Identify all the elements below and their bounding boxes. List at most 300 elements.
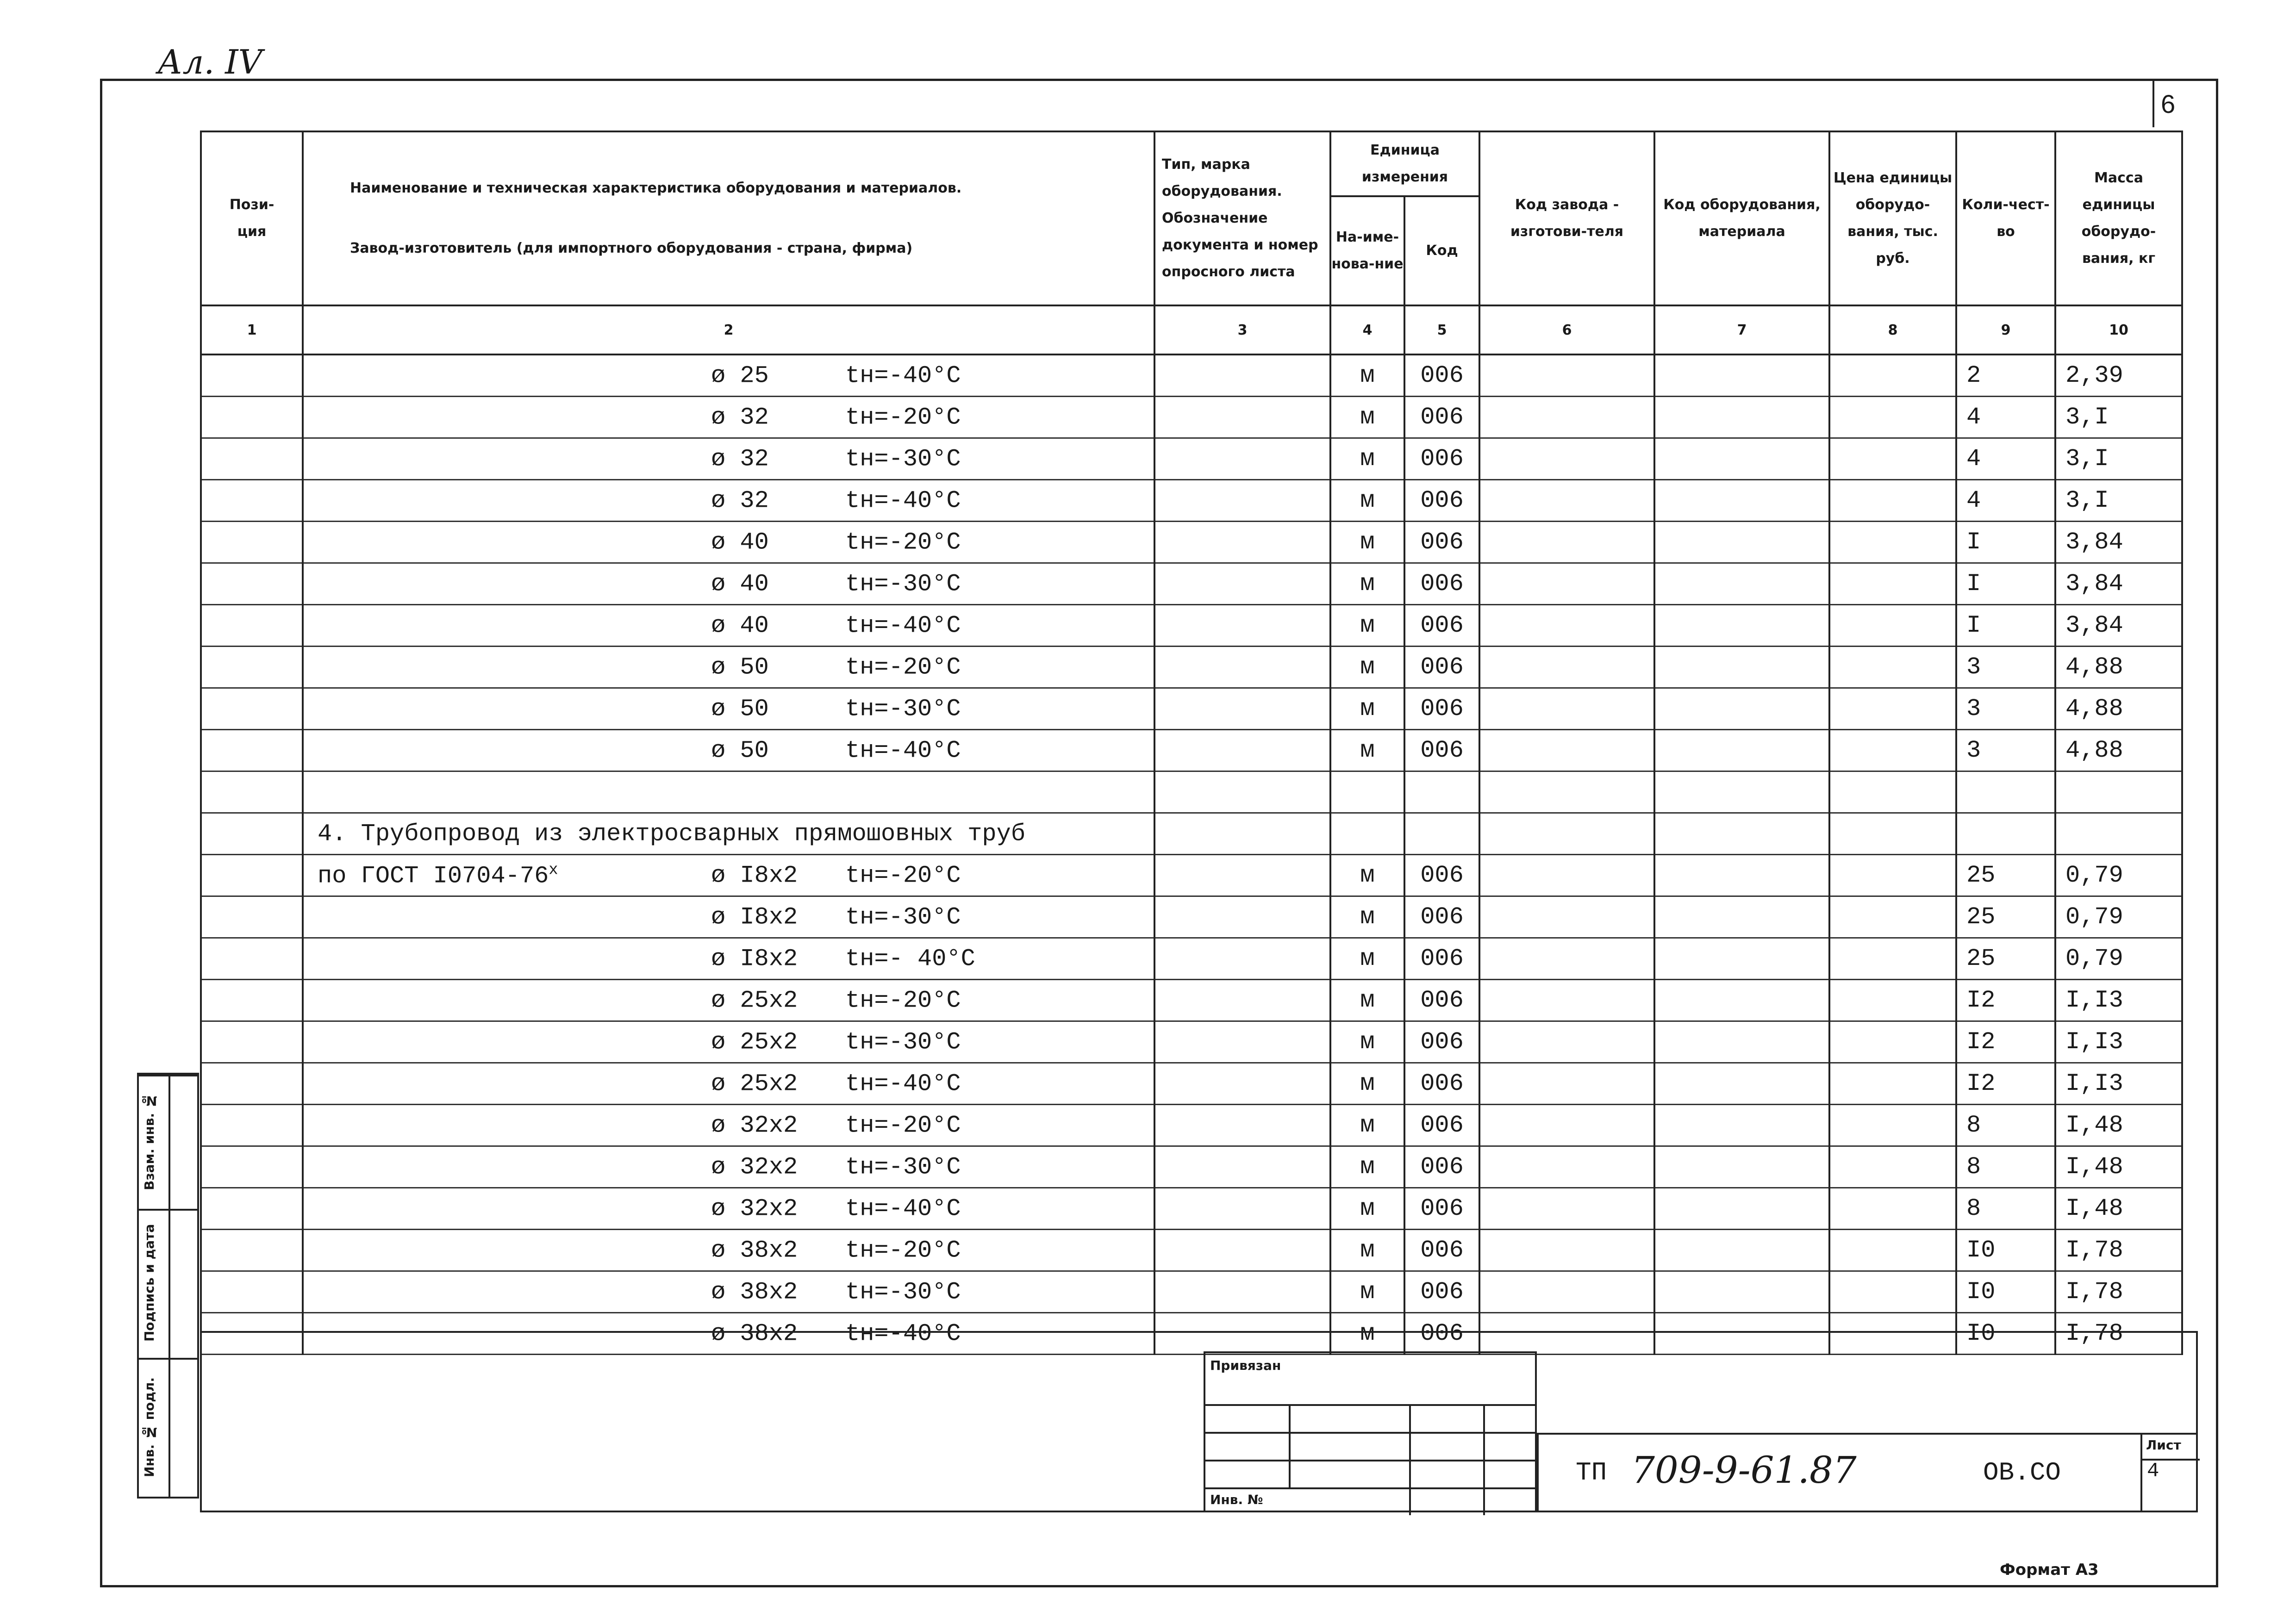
cell-unit-code: 006 [1404,647,1479,688]
table-row [201,1021,2182,1063]
cell-price [1829,730,1956,771]
cell-equipment-code [1654,855,1829,896]
cell-price [1829,980,1956,1021]
col-number-10: 10 [2055,305,2182,354]
cell-price [1829,688,1956,730]
cell-unit: м [1330,647,1404,688]
cell-mass: I,78 [2055,1313,2182,1355]
cell-unit [1330,771,1404,813]
table-row [201,397,2182,438]
cell-name [303,980,1154,1021]
cell-mass: 0,79 [2055,855,2182,896]
cell-factory-code [1479,480,1654,522]
cell-factory-code [1479,896,1654,938]
cell-price [1829,1146,1956,1188]
cell-quantity: 8 [1956,1188,2055,1230]
cell-name [303,688,1154,730]
privyazan-box [1204,1351,1537,1512]
cell-quantity: 8 [1956,1146,2055,1188]
cell-equipment-code [1654,1105,1829,1146]
cell-quantity: 4 [1956,480,2055,522]
cell-type [1154,730,1330,771]
inv-no-label: Инв. № [1210,1492,1263,1507]
document-number: 709-9-61.87 [1631,1449,1857,1492]
design-temperature: tн=-40°C [845,487,961,514]
cell-price [1829,1105,1956,1146]
pipe-diameter: ø 38x2 [711,1320,798,1347]
design-temperature: tн=-30°C [845,1278,961,1306]
standard-reference-sup: x [549,861,558,879]
cell-name [303,896,1154,938]
cell-equipment-code [1654,397,1829,438]
cell-unit: м [1330,1021,1404,1063]
cell-factory-code [1479,771,1654,813]
cell-unit-code: 006 [1404,354,1479,397]
cell-position [201,438,303,480]
standard-reference-text: по ГОСТ I0704-76 [318,862,549,890]
cell-name [303,647,1154,688]
cell-price [1829,1063,1956,1105]
cell-unit: м [1330,1105,1404,1146]
cell-equipment-code [1654,1063,1829,1105]
pipe-diameter: ø I8x2 [711,945,798,972]
design-temperature: tн=-40°C [845,1070,961,1097]
cell-factory-code [1479,1230,1654,1271]
cell-price [1829,522,1956,563]
cell-quantity: I [1956,522,2055,563]
design-temperature: tн=-20°C [845,1237,961,1264]
cell-price [1829,563,1956,605]
cell-factory-code [1479,855,1654,896]
header-quantity: Коли-чест-во [1956,131,2055,305]
cell-unit: м [1330,1146,1404,1188]
col-number-8: 8 [1829,305,1956,354]
cell-type [1154,397,1330,438]
cell-factory-code [1479,1271,1654,1313]
cell-position [201,647,303,688]
cell-type [1154,480,1330,522]
cell-type [1154,605,1330,647]
cell-mass: I,78 [2055,1271,2182,1313]
side-vzam-label: Взам. инв. № [142,1093,157,1190]
design-temperature: tн=-40°C [845,362,961,389]
privyazan-label: Привязан [1210,1358,1281,1373]
cell-name [303,855,1154,896]
design-temperature: tн=-40°C [845,612,961,639]
header-unit-name: На-име-нова-ние [1330,196,1404,305]
col-number-5: 5 [1404,305,1479,354]
cell-price [1829,1271,1956,1313]
cell-position [201,1188,303,1230]
cell-mass: 4,88 [2055,688,2182,730]
cell-unit-code: 006 [1404,896,1479,938]
cell-position [201,397,303,438]
cell-position [201,813,303,855]
table-row [201,730,2182,771]
cell-price [1829,438,1956,480]
design-temperature: tн=-20°C [845,862,961,889]
cell-unit-code: 006 [1404,1230,1479,1271]
cell-position [201,771,303,813]
pipe-diameter: ø 25x2 [711,1070,798,1097]
sheet-annotation: Ал. IV [157,43,262,81]
cell-unit-code: 006 [1404,688,1479,730]
cell-price [1829,480,1956,522]
cell-type [1154,1146,1330,1188]
header-unit: Единица измерения [1330,131,1479,196]
table-row [201,688,2182,730]
cell-name [303,1063,1154,1105]
column-number-row [201,305,2182,354]
cell-type [1154,1105,1330,1146]
cell-factory-code [1479,605,1654,647]
col-number-9: 9 [1956,305,2055,354]
cell-position [201,563,303,605]
cell-factory-code [1479,563,1654,605]
cell-equipment-code [1654,563,1829,605]
side-inv-label: Инв. № подл. [142,1377,157,1477]
cell-unit: м [1330,1063,1404,1105]
design-temperature: tн=-30°C [845,570,961,597]
pipe-diameter: ø 32 [711,404,769,431]
cell-name [303,397,1154,438]
cell-factory-code [1479,354,1654,397]
table-row [201,1188,2182,1230]
cell-unit-code [1404,813,1479,855]
header-unit-code: Код [1404,196,1479,305]
cell-unit: м [1330,397,1404,438]
cell-quantity: I2 [1956,1063,2055,1105]
cell-name [303,1146,1154,1188]
design-temperature: tн=-40°C [845,1320,961,1347]
cell-type [1154,522,1330,563]
cell-factory-code [1479,1146,1654,1188]
design-temperature: tн=-40°C [845,1195,961,1222]
cell-mass: 3,84 [2055,522,2182,563]
cell-mass: 2,39 [2055,354,2182,397]
cell-position [201,688,303,730]
title-block [1537,1433,2198,1512]
cell-unit-code: 006 [1404,980,1479,1021]
side-sign-label: Подпись и дата [142,1224,157,1342]
header-name-line2: Завод-изготовитель (для импортного оборудования - страна, фирма) [350,240,913,256]
cell-unit: м [1330,730,1404,771]
pipe-diameter: ø I8x2 [711,903,798,931]
pipe-diameter: ø I8x2 [711,862,798,889]
cell-position [201,605,303,647]
cell-mass: I,I3 [2055,1021,2182,1063]
cell-factory-code [1479,688,1654,730]
table-row [201,771,2182,813]
design-temperature: tн=-30°C [845,903,961,931]
cell-position [201,1271,303,1313]
cell-equipment-code [1654,522,1829,563]
cell-factory-code [1479,980,1654,1021]
col-number-3: 3 [1154,305,1330,354]
cell-quantity: I2 [1956,980,2055,1021]
cell-quantity: 4 [1956,438,2055,480]
pipe-diameter: ø 40 [711,529,769,556]
cell-unit-code: 006 [1404,1021,1479,1063]
cell-type [1154,896,1330,938]
cell-type [1154,563,1330,605]
cell-position [201,730,303,771]
cell-unit: м [1330,1313,1404,1355]
pipe-diameter: ø 50 [711,737,769,764]
cell-mass: 3,84 [2055,605,2182,647]
cell-unit-code: 006 [1404,480,1479,522]
specification-table [200,131,2183,1355]
section-code: ОВ.СО [1983,1458,2061,1487]
pipe-diameter: ø 50 [711,695,769,722]
cell-quantity: 8 [1956,1105,2055,1146]
cell-unit-code: 006 [1404,1063,1479,1105]
cell-unit-code: 006 [1404,438,1479,480]
cell-factory-code [1479,730,1654,771]
cell-name [303,605,1154,647]
cell-quantity: I [1956,563,2055,605]
table-row [201,605,2182,647]
table-row [201,563,2182,605]
cell-quantity [1956,771,2055,813]
cell-position [201,354,303,397]
cell-unit-code: 006 [1404,1188,1479,1230]
cell-quantity: 25 [1956,855,2055,896]
header-price: Цена единицы оборудо-вания, тыс. руб. [1829,131,1956,305]
cell-quantity: 3 [1956,647,2055,688]
cell-mass [2055,771,2182,813]
col-number-1: 1 [201,305,303,354]
cell-name [303,480,1154,522]
design-temperature: tн=-20°C [845,653,961,681]
cell-equipment-code [1654,938,1829,980]
cell-equipment-code [1654,1188,1829,1230]
cell-quantity: 2 [1956,354,2055,397]
header-type: Тип, марка оборудования. Обозначение документа и номер опросного листа [1154,131,1330,305]
cell-factory-code [1479,438,1654,480]
design-temperature: tн=-30°C [845,1028,961,1056]
header-mass: Масса единицы оборудо-вания, кг [2055,131,2182,305]
cell-unit: м [1330,480,1404,522]
cell-quantity: 3 [1956,688,2055,730]
table-row [201,1063,2182,1105]
tp-label: ТП [1576,1458,1607,1487]
header-name [303,131,1154,305]
cell-quantity: 4 [1956,397,2055,438]
cell-mass: I,48 [2055,1146,2182,1188]
cell-quantity: I [1956,605,2055,647]
pipe-diameter: ø 38x2 [711,1278,798,1306]
cell-equipment-code [1654,813,1829,855]
cell-type [1154,438,1330,480]
cell-type [1154,688,1330,730]
cell-price [1829,647,1956,688]
cell-equipment-code [1654,1146,1829,1188]
cell-position [201,1105,303,1146]
cell-type [1154,647,1330,688]
cell-price [1829,938,1956,980]
cell-type [1154,1188,1330,1230]
cell-equipment-code [1654,647,1829,688]
cell-unit-code: 006 [1404,397,1479,438]
format-label: Формат А3 [2000,1561,2099,1579]
cell-price [1829,397,1956,438]
cell-equipment-code [1654,771,1829,813]
cell-quantity: I0 [1956,1271,2055,1313]
cell-unit-code: 006 [1404,605,1479,647]
table-row [201,647,2182,688]
cell-unit: м [1330,354,1404,397]
cell-name [303,522,1154,563]
cell-name [303,563,1154,605]
table-body [201,354,2182,1355]
cell-factory-code [1479,1021,1654,1063]
cell-unit: м [1330,896,1404,938]
cell-price [1829,1021,1956,1063]
cell-unit [1330,813,1404,855]
design-temperature: tн=-20°C [845,1112,961,1139]
cell-price [1829,855,1956,896]
cell-position [201,480,303,522]
cell-name [303,354,1154,397]
cell-position [201,1021,303,1063]
cell-factory-code [1479,522,1654,563]
cell-type [1154,1063,1330,1105]
cell-equipment-code [1654,438,1829,480]
cell-unit: м [1330,563,1404,605]
cell-price [1829,605,1956,647]
pipe-diameter: ø 38x2 [711,1237,798,1264]
standard-reference [318,861,558,889]
design-temperature: tн=-30°C [845,695,961,722]
cell-type [1154,1021,1330,1063]
design-temperature: tн=-40°C [845,737,961,764]
cell-type [1154,1230,1330,1271]
corner-sheet-number: 6 [2152,81,2175,127]
cell-quantity: I0 [1956,1313,2055,1355]
col-number-2: 2 [303,305,1154,354]
cell-equipment-code [1654,1230,1829,1271]
table-row [201,480,2182,522]
table-row [201,1271,2182,1313]
section-heading: 4. Трубопровод из электросварных прямошовных труб [318,820,1026,847]
cell-name [303,1230,1154,1271]
cell-position [201,1063,303,1105]
pipe-diameter: ø 25x2 [711,1028,798,1056]
cell-price [1829,354,1956,397]
cell-name [303,438,1154,480]
cell-type [1154,1271,1330,1313]
cell-type [1154,855,1330,896]
header-equipment-code: Код оборудования, материала [1654,131,1829,305]
pipe-diameter: ø 50 [711,653,769,681]
pipe-diameter: ø 32x2 [711,1153,798,1181]
cell-type [1154,980,1330,1021]
cell-type [1154,938,1330,980]
cell-quantity: 25 [1956,938,2055,980]
pipe-diameter: ø 25 [711,362,769,389]
cell-mass: I,48 [2055,1105,2182,1146]
table-row [201,1146,2182,1188]
cell-position [201,522,303,563]
list-number: 4 [2147,1460,2159,1483]
cell-factory-code [1479,1105,1654,1146]
cell-name [303,813,1154,855]
cell-equipment-code [1654,354,1829,397]
table-row [201,938,2182,980]
col-number-7: 7 [1654,305,1829,354]
cell-unit-code: 006 [1404,1146,1479,1188]
table-row [201,896,2182,938]
cell-name [303,771,1154,813]
cell-position [201,896,303,938]
cell-mass: 4,88 [2055,730,2182,771]
cell-name [303,938,1154,980]
pipe-diameter: ø 32x2 [711,1195,798,1222]
cell-mass: I,I3 [2055,1063,2182,1105]
cell-quantity: I2 [1956,1021,2055,1063]
cell-unit: м [1330,1188,1404,1230]
cell-quantity: 3 [1956,730,2055,771]
cell-factory-code [1479,647,1654,688]
cell-quantity: I0 [1956,1230,2055,1271]
pipe-diameter: ø 40 [711,612,769,639]
cell-name [303,1105,1154,1146]
table-row [201,438,2182,480]
cell-mass: I,48 [2055,1188,2182,1230]
cell-mass: 3,I [2055,397,2182,438]
cell-equipment-code [1654,1021,1829,1063]
header-position: Пози- ция [201,131,303,305]
cell-price [1829,1188,1956,1230]
cell-price [1829,1230,1956,1271]
cell-unit-code: 006 [1404,938,1479,980]
cell-unit: м [1330,522,1404,563]
cell-factory-code [1479,813,1654,855]
table-row [201,1230,2182,1271]
cell-mass: 3,84 [2055,563,2182,605]
cell-type [1154,813,1330,855]
side-stamp [137,1073,199,1499]
design-temperature: tн=-20°C [845,987,961,1014]
cell-unit: м [1330,438,1404,480]
cell-factory-code [1479,1188,1654,1230]
cell-unit: м [1330,980,1404,1021]
cell-price [1829,813,1956,855]
cell-price [1829,771,1956,813]
cell-type [1154,354,1330,397]
table-row [201,1105,2182,1146]
cell-equipment-code [1654,896,1829,938]
pipe-diameter: ø 32x2 [711,1112,798,1139]
cell-equipment-code [1654,688,1829,730]
cell-unit: м [1330,938,1404,980]
table-row [201,855,2182,896]
cell-position [201,980,303,1021]
cell-equipment-code [1654,980,1829,1021]
cell-factory-code [1479,1063,1654,1105]
cell-unit: м [1330,855,1404,896]
cell-factory-code [1479,397,1654,438]
design-temperature: tн=-20°C [845,529,961,556]
cell-mass: 3,I [2055,480,2182,522]
pipe-diameter: ø 32 [711,487,769,514]
cell-position [201,1146,303,1188]
cell-equipment-code [1654,1271,1829,1313]
cell-position [201,1230,303,1271]
cell-unit-code: 006 [1404,1313,1479,1355]
cell-position [201,855,303,896]
